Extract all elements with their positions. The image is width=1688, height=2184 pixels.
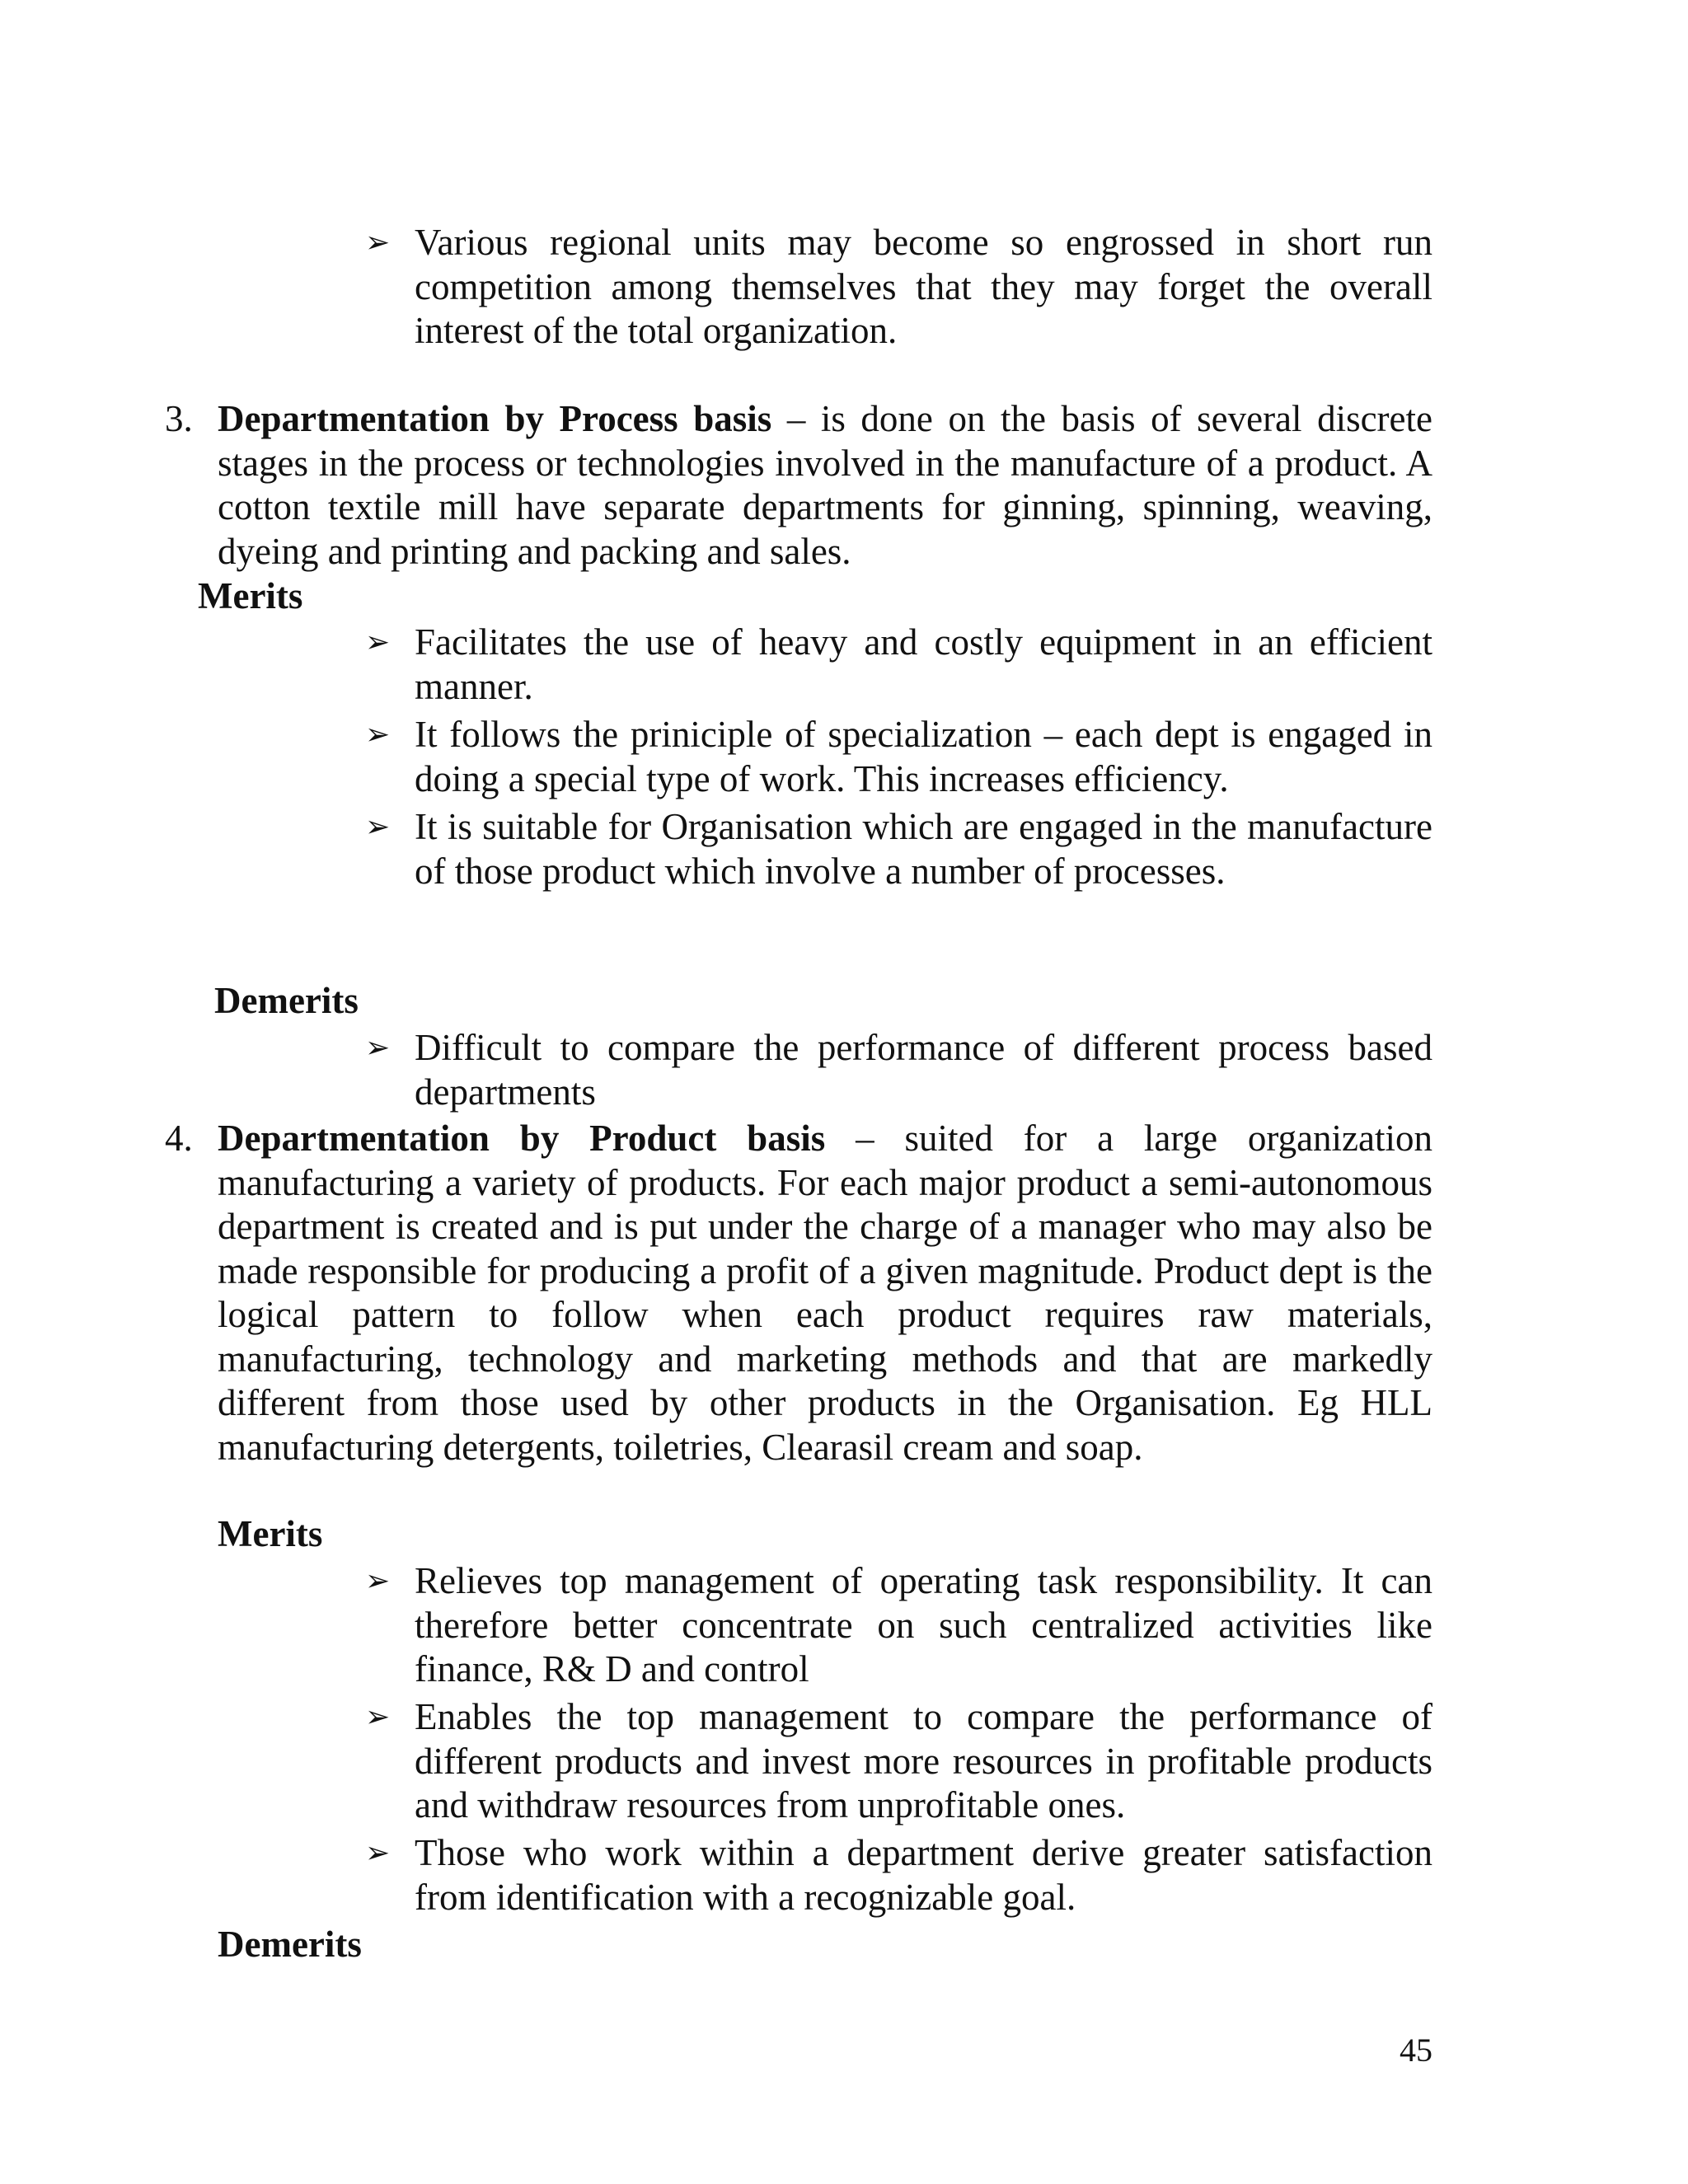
bullet-text: It follows the priniciple of specialization – each dept is engaged in doing a special type of work. This increases efficiency.: [415, 714, 1432, 799]
arrowhead-bullet-icon: ➢: [365, 226, 391, 260]
merits-heading: Merits: [218, 1513, 323, 1554]
demerits-heading: Demerits: [218, 1924, 362, 1965]
list-item: [365, 1695, 1432, 1828]
list-item: [365, 713, 1432, 801]
section-description: – suited for a large organization manufacturing a variety of products. For each major product a semi-autonomous department is created and is put under the charge of a manager who may also be made responsible for producing a profit of a given magnitude. Product dept is the logical pattern to follow when each product requires raw materials, manufacturing, technology and marketing methods and that are markedly different from those used by other products in the Organisation. Eg HLL manufacturing detergents, toiletries, Clearasil cream and soap.: [218, 1118, 1433, 1468]
arrowhead-bullet-icon: ➢: [365, 810, 391, 844]
list-item: [365, 1559, 1432, 1692]
list-item: [365, 621, 1432, 709]
section-body: [218, 397, 1432, 574]
list-item: [365, 221, 1432, 354]
arrowhead-bullet-icon: ➢: [365, 1564, 391, 1598]
section-title: Departmentation by Process basis: [218, 398, 772, 439]
bullet-text: It is suitable for Organisation which are engaged in the manufacture of those product which involve a number of processes.: [415, 806, 1432, 892]
bullet-text: Difficult to compare the performance of different process based departments: [415, 1027, 1432, 1113]
arrowhead-bullet-icon: ➢: [365, 1031, 391, 1065]
section-product-basis: [165, 1117, 1432, 1469]
list-number: 3.: [165, 398, 193, 439]
list-item: [365, 805, 1432, 893]
bullet-text: Various regional units may become so engrossed in short run competition among themselves that they may forget the overall interest of the total organization.: [415, 222, 1432, 351]
section-process-basis: [165, 397, 1432, 574]
list-item: [365, 1026, 1432, 1114]
arrowhead-bullet-icon: ➢: [365, 1700, 391, 1734]
section-title: Departmentation by Product basis: [218, 1118, 826, 1159]
demerits-heading: Demerits: [214, 980, 359, 1021]
section-body: [218, 1117, 1432, 1469]
bullet-text: Enables the top management to compare the performance of different products and invest more resources in profitable products and withdraw resources from unprofitable ones.: [415, 1696, 1432, 1825]
list-item: [365, 1831, 1432, 1919]
list-number: 4.: [165, 1118, 193, 1159]
arrowhead-bullet-icon: ➢: [365, 626, 391, 659]
page-number: 45: [1400, 2032, 1432, 2069]
bullet-text: Those who work within a department derive greater satisfaction from identification with a recognizable goal.: [415, 1832, 1432, 1918]
arrowhead-bullet-icon: ➢: [365, 718, 391, 752]
merits-heading: Merits: [198, 575, 303, 616]
arrowhead-bullet-icon: ➢: [365, 1836, 391, 1870]
section-description: – is done on the basis of several discrete stages in the process or technologies involved in the manufacture of a product. A cotton textile mill have separate departments for ginning, spinning, weaving, dyeing and printing and packing and sales.: [218, 398, 1432, 572]
bullet-text: Relieves top management of operating task responsibility. It can therefore better concentrate on such centralized activities like finance, R& D and control: [415, 1560, 1432, 1690]
bullet-text: Facilitates the use of heavy and costly equipment in an efficient manner.: [415, 621, 1432, 707]
